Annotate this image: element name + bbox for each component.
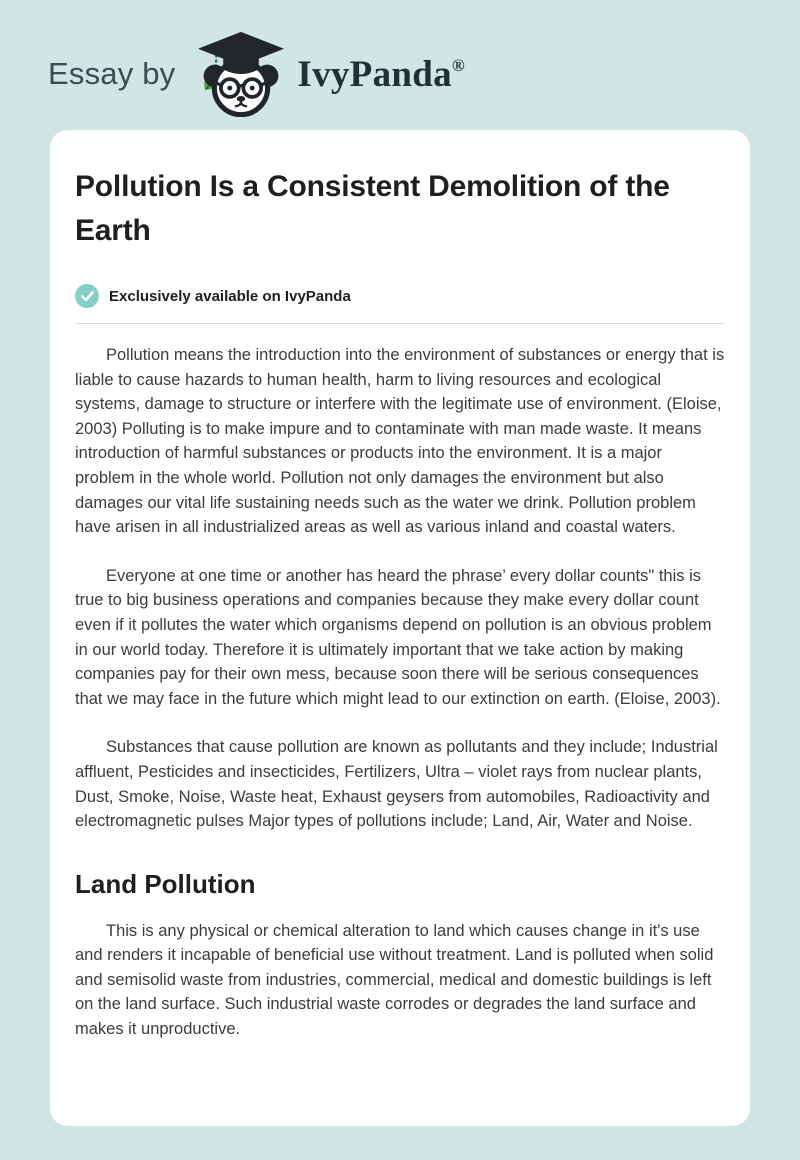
essay-paragraph: Pollution means the introduction into the environment of substances or energy that is liable to cause hazards to human health, harm to living resources and ecological systems, damage to structure or interfere with the legitimate use of environment. (Eloise, 2003) Polluting is to make impure and to contaminate with man made waste. It means introduction of harmful substances or products into the environment. It is a major problem in the whole world. Pollution not only damages the environment but also damages our vital life sustaining needs such as the water we drink. Pollution problem have arisen in all industrialized areas as well as various inland and coastal waters. (75, 346, 725, 537)
essay-paragraph: Substances that cause pollution are known as pollutants and they include; Industrial affluent, Pesticides and insecticides, Fertilizers, Ultra – violet rays from nuclear plants, Dust, Smoke, Noise, Waste heat, Exhaust geysers from automobiles, Radioactivity and electromagnetic pulses Major types of pollutions include; Land, Air, Water and Noise. (75, 738, 718, 831)
essay-by-label: Essay by (48, 56, 176, 91)
page-header (0, 0, 800, 122)
registered-trademark: ® (451, 55, 465, 75)
badge-label: Exclusively available on IvyPanda (109, 287, 351, 305)
section-heading-land-pollution: Land Pollution (75, 868, 256, 899)
essay-card (50, 130, 750, 1126)
check-icon (75, 284, 99, 308)
exclusive-badge (75, 284, 725, 308)
brand-name: IvyPanda ® (297, 53, 465, 95)
essay-paragraph: This is any physical or chemical alteration to land which causes change in it's use and renders it incapable of beneficial use without treatment. Land is polluted when solid and semisolid waste from industries, commercial, medical and domestic buildings is left on the land surface. Such industrial waste corrodes or degrades the land surface and makes it unproductive. (75, 921, 714, 1039)
divider (75, 323, 725, 324)
page-title: Pollution Is a Consistent Demolition of the Earth (75, 170, 670, 247)
ivypanda-logo (193, 31, 464, 117)
panda-graduate-logo-icon (193, 31, 289, 117)
essay-paragraph: Everyone at one time or another has heard the phrase’ every dollar counts" this is true to big business operations and companies because they make every dollar count even if it pollutes the water which organisms depend on pollution is an obvious problem in our world today. Therefore it is ultimately important that we take action by making companies pay for their own mess, because soon there will be serious consequences that we may face in the future which might lead to our extinction on earth. (Eloise, 2003). (75, 566, 721, 708)
